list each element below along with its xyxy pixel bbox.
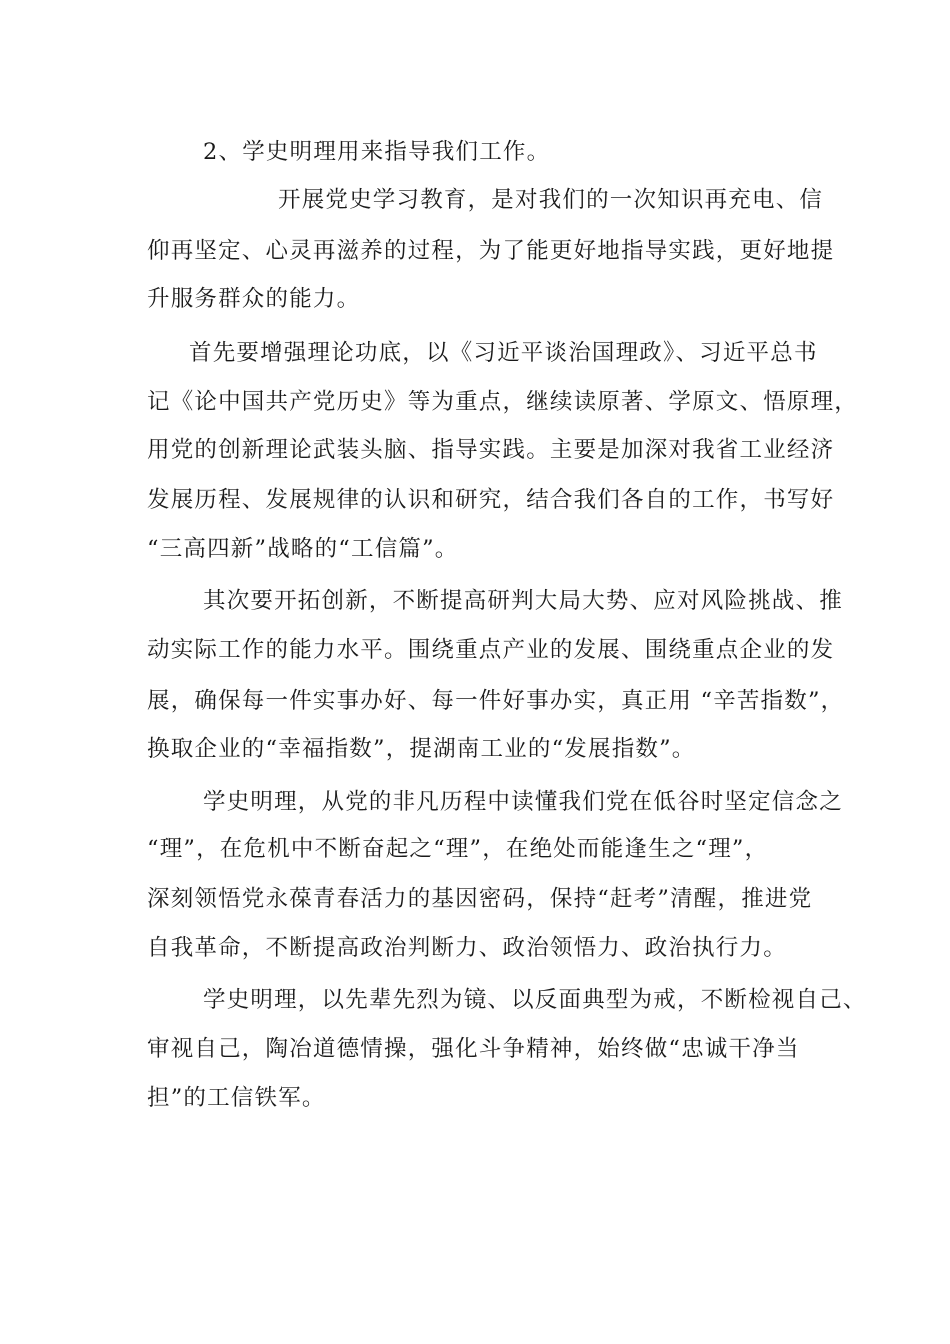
paragraph-5-line-3: 担”的工信铁军。 [147,1085,326,1111]
paragraph-4-line-2: “理”，在危机中不断奋起之“理”，在绝处而能逢生之“理”， [147,836,769,862]
paragraph-4-line-3: 深刻领悟党永葆青春活力的基因密码，保持“赶考”清醒，推进党 [147,886,813,912]
paragraph-3-line-4: 换取企业的“幸福指数”，提湖南工业的“发展指数”。 [147,736,696,762]
paragraph-3-line-1: 其次要开拓创新，不断提高研判大局大势、应对风险挑战、推 [203,588,843,614]
paragraph-3-line-3: 展，确保每一件实事办好、每一件好事办实，真正用 “辛苦指数”， [147,688,845,714]
paragraph-5-line-2: 审视自己，陶冶道德情操，强化斗争精神，始终做“忠诚干净当 [147,1036,800,1062]
paragraph-1-line-1: 开展党史学习教育，是对我们的一次知识再充电、信 [278,187,824,213]
paragraph-4-line-1: 学史明理，从党的非凡历程中读懂我们党在低谷时坚定信念之 [203,789,843,815]
paragraph-3-line-2: 动实际工作的能力水平。围绕重点产业的发展、围绕重点企业的发 [147,637,835,663]
paragraph-2-line-5: “三高四新”战略的“工信篇”。 [147,536,459,562]
paragraph-1-line-3: 升服务群众的能力。 [147,286,361,312]
paragraph-2-line-1: 首先要增强理论功底，以《习近平谈治国理政》、习近平总书 [189,340,818,366]
paragraph-2-line-4: 发展历程、发展规律的认识和研究，结合我们各自的工作，书写好 [147,487,835,513]
paragraph-5-line-1: 学史明理，以先辈先烈为镜、以反面典型为戒，不断检视自己、 [203,987,867,1013]
heading-line: 2、学史明理用来指导我们工作。 [203,139,551,165]
paragraph-2-line-2: 记《论中国共产党历史》等为重点，继续读原著、学原文、悟原理， [147,389,859,415]
paragraph-4-line-4: 自我革命，不断提高政治判断力、政治领悟力、政治执行力。 [147,935,787,961]
paragraph-1-line-2: 仰再坚定、心灵再滋养的过程，为了能更好地指导实践，更好地提 [147,238,835,264]
paragraph-2-line-3: 用党的创新理论武装头脑、指导实践。主要是加深对我省工业经济 [147,437,835,463]
